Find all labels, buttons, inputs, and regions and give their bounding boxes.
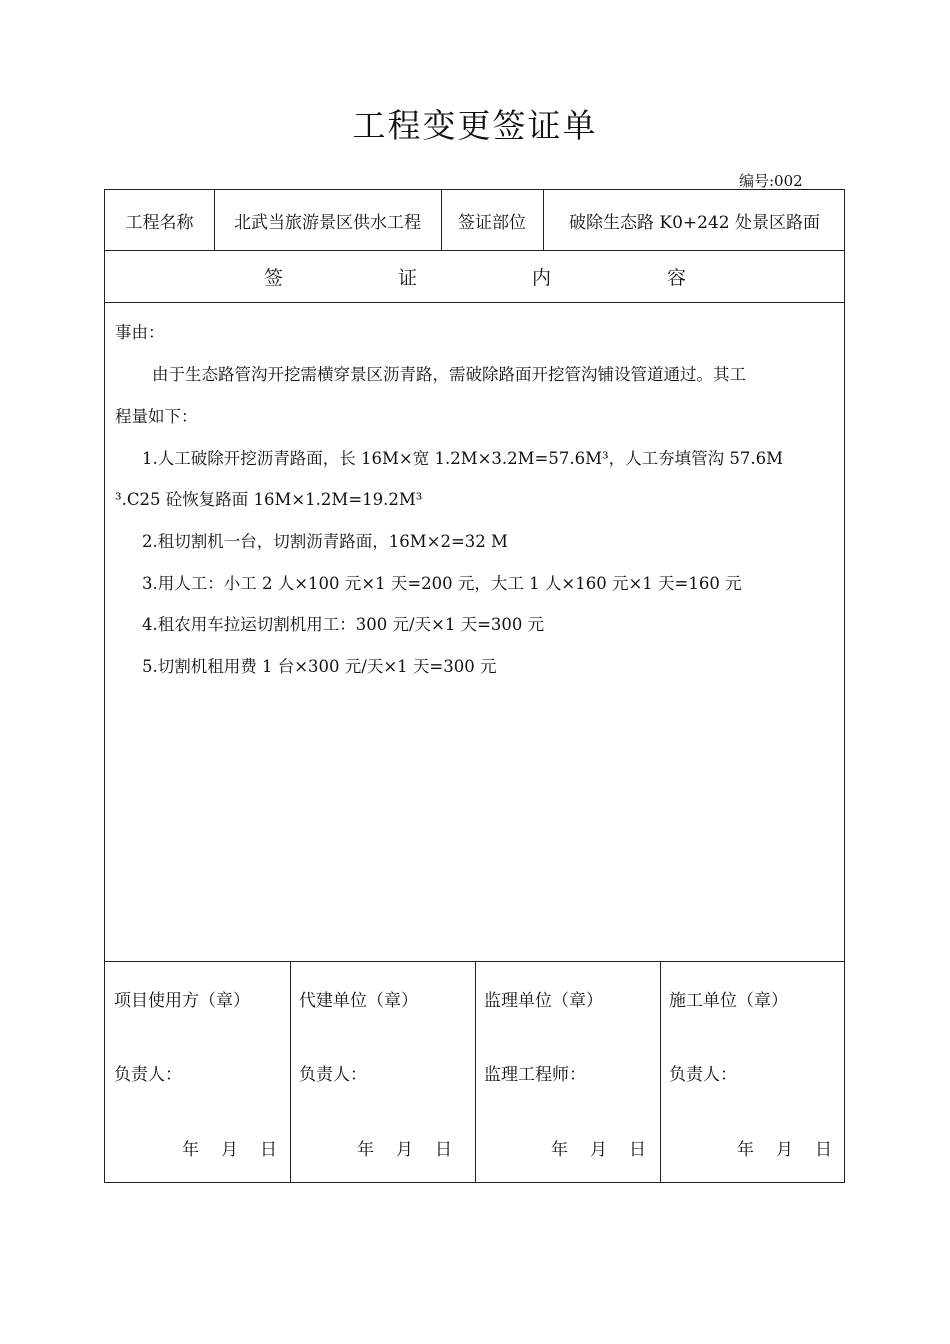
signature-block-contractor <box>660 961 846 1183</box>
signature-block-owner <box>105 961 290 1183</box>
section-title-char: 内 <box>532 266 552 289</box>
date-month: 月 <box>221 1140 238 1160</box>
signature-person: 负责人： <box>299 1065 367 1085</box>
signature-date <box>737 1135 832 1160</box>
signature-block-agent <box>290 961 475 1183</box>
date-year: 年 <box>737 1140 754 1160</box>
project-name-value: 北武当旅游景区供水工程 <box>234 212 421 233</box>
document-number: 编号:002 <box>739 172 803 190</box>
location-label: 签证部位 <box>458 212 526 233</box>
row-divider <box>105 302 844 303</box>
work-item: ³.C25 砼恢复路面 16M×1.2M=19.2M³ <box>115 490 423 509</box>
section-title-char: 容 <box>667 266 687 289</box>
document-title: 工程变更签证单 <box>352 106 598 145</box>
signature-block-supervisor <box>475 961 660 1183</box>
intro-line: 程量如下： <box>115 407 198 426</box>
section-title-char: 签 <box>264 266 284 289</box>
date-day: 日 <box>629 1140 646 1160</box>
work-item: 4.租农用车拉运切割机用工：300 元/天×1 天=300 元 <box>142 615 545 634</box>
signature-person: 监理工程师： <box>484 1065 586 1085</box>
reason-label: 事由： <box>115 323 165 342</box>
project-name-label: 工程名称 <box>125 212 194 233</box>
signature-date <box>357 1135 452 1160</box>
signature-date <box>182 1135 277 1160</box>
date-month: 月 <box>590 1140 607 1160</box>
date-month: 月 <box>396 1140 413 1160</box>
date-year: 年 <box>551 1140 568 1160</box>
signature-date <box>551 1135 646 1160</box>
date-day: 日 <box>260 1140 277 1160</box>
signature-person: 负责人： <box>669 1065 737 1085</box>
date-day: 日 <box>815 1140 832 1160</box>
date-day: 日 <box>435 1140 452 1160</box>
signature-person: 负责人： <box>114 1065 182 1085</box>
signature-unit: 代建单位（章） <box>299 991 418 1011</box>
signature-unit: 监理单位（章） <box>484 991 603 1011</box>
work-item: 3.用人工：小工 2 人×100 元×1 天=200 元，大工 1 人×160 元×1 天=160 元 <box>142 574 742 593</box>
work-item: 1.人工破除开挖沥青路面，长 16M×宽 1.2M×3.2M=57.6M³，人工夯填管沟 57.6M <box>142 449 783 468</box>
intro-line: 由于生态路管沟开挖需横穿景区沥青路，需破除路面开挖管沟铺设管道通过。其工 <box>152 365 746 384</box>
work-item: 2.租切割机一台，切割沥青路面，16M×2=32 M <box>142 532 508 551</box>
signature-unit: 项目使用方（章） <box>114 991 250 1011</box>
location-value: 破除生态路 K0+242 处景区路面 <box>568 212 820 233</box>
section-title-char: 证 <box>398 266 418 289</box>
section-title <box>105 250 844 302</box>
visa-form-table <box>104 189 845 1183</box>
signature-unit: 施工单位（章） <box>669 991 788 1011</box>
date-year: 年 <box>357 1140 374 1160</box>
date-year: 年 <box>182 1140 199 1160</box>
date-month: 月 <box>776 1140 793 1160</box>
work-item: 5.切割机租用费 1 台×300 元/天×1 天=300 元 <box>142 657 497 676</box>
